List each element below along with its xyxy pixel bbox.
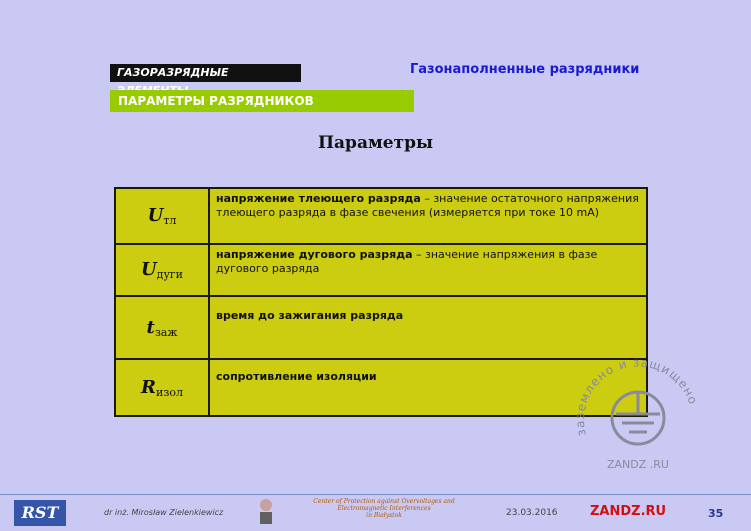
symbol-cell: $U_{тл}$	[115, 188, 209, 244]
rst-logo: RST	[14, 500, 66, 526]
table-row	[115, 244, 647, 296]
section-label: ГАЗОРАЗРЯДНЫЕ	[110, 64, 301, 82]
site-link[interactable]: ZANDZ.RU	[590, 504, 667, 519]
footer-divider	[0, 494, 751, 495]
author: dr inż. Mirosław Zielenkiewicz	[104, 508, 224, 517]
topic-title: Газонаполненные разрядники	[410, 62, 640, 77]
page-title: Параметры	[317, 133, 433, 153]
symbol-cell: $R_{изол}$	[115, 359, 209, 416]
description-cell: напряжение дугового разряда – значение напряжения в фазе дугового разряда	[209, 244, 647, 296]
description-cell: сопротивление изоляции	[209, 359, 647, 416]
subsection-label: ПАРАМЕТРЫ РАЗРЯДНИКОВ	[110, 90, 414, 112]
table-row	[115, 188, 647, 244]
stamp-arc-text: заземлено и защищено	[572, 355, 701, 438]
watermark-stamp	[568, 330, 708, 480]
symbol-cell: $U_{дуги}$	[115, 244, 209, 296]
symbol-cell: $t_{заж}$	[115, 296, 209, 359]
date: 23.03.2016	[506, 508, 558, 518]
stamp-bottom-text: ZANDZ .RU	[607, 458, 669, 471]
page-number: 35	[708, 507, 724, 520]
description-cell: время до зажигания разряда	[209, 296, 647, 359]
ground-icon	[612, 392, 664, 444]
description-cell: напряжение тлеющего разряда – значение остаточного напряжения тлеющего разряда в фазе свечения (измеряется при токе 10 mA)	[209, 188, 647, 244]
center-icon	[254, 498, 278, 526]
center-name: Center of Protection against Overvoltages and Electromagnetic Interferences in Białystok	[313, 498, 455, 519]
